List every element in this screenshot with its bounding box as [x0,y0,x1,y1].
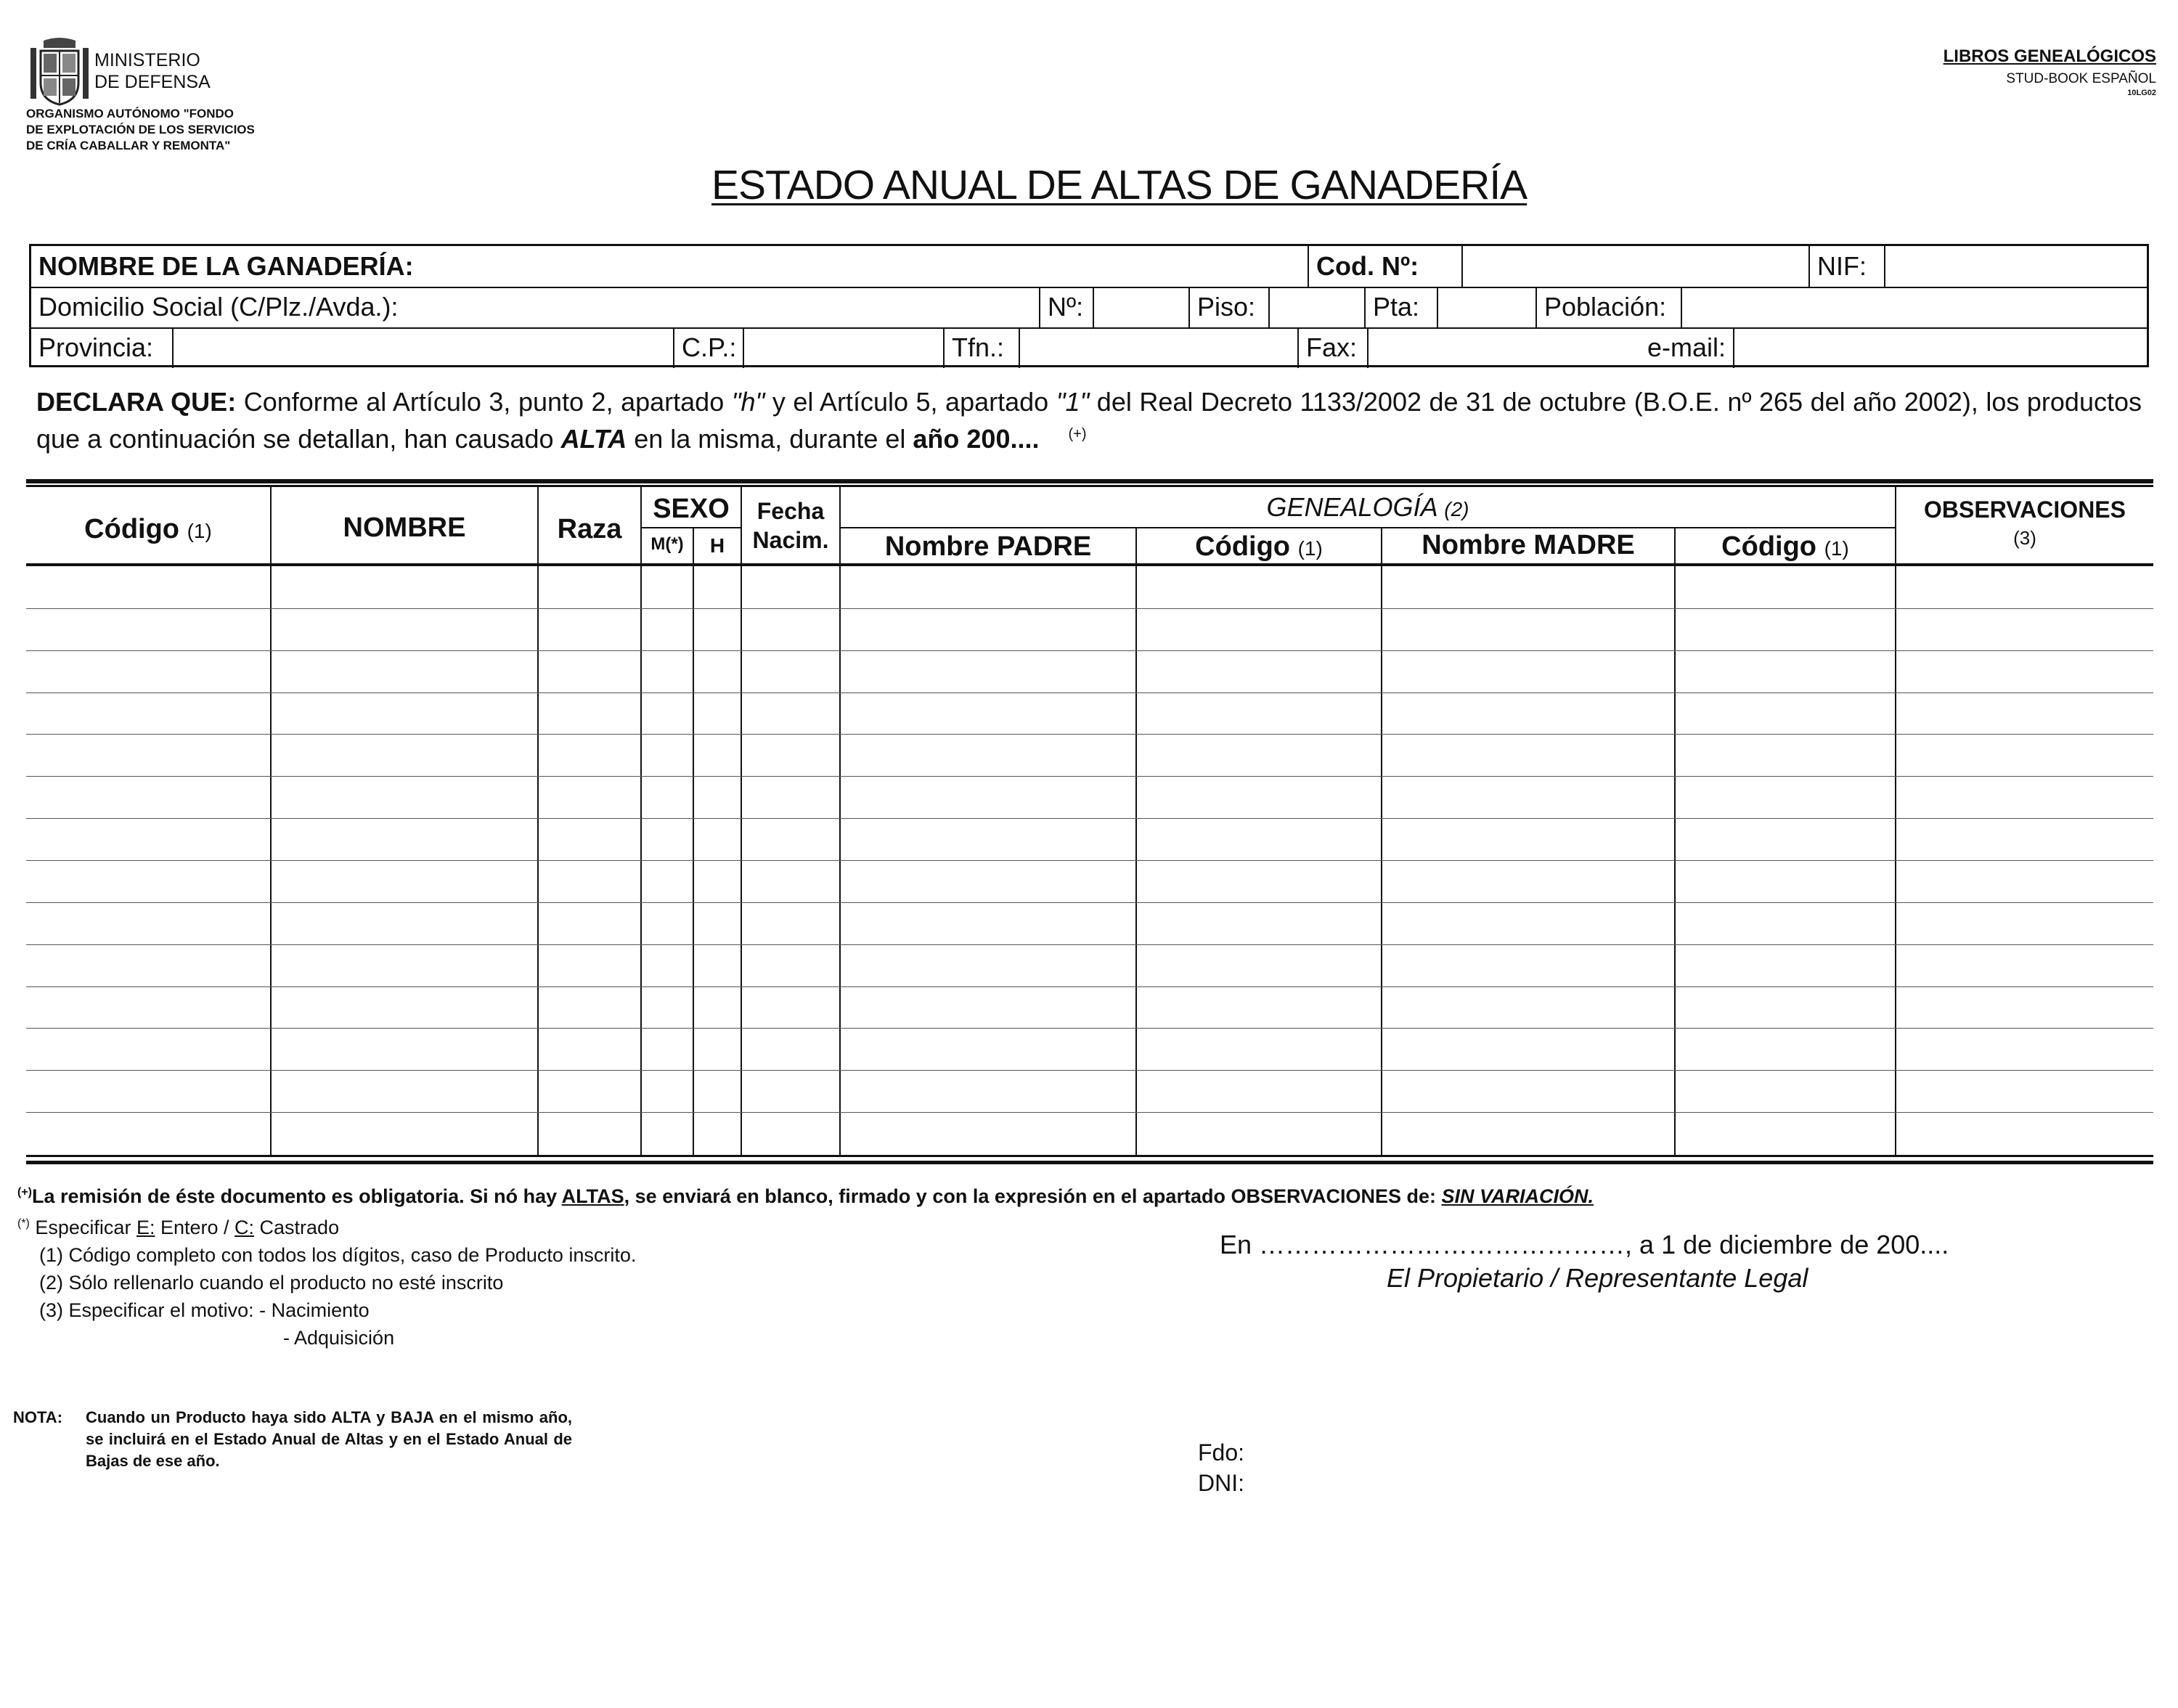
owner-signature-label: El Propietario / Representante Legal [1387,1263,1808,1293]
ministerio-line1: MINISTERIO [94,50,200,70]
cod-no-label: Cod. Nº: [1309,246,1463,287]
info-row-3 [31,327,2147,368]
declara-t1: Conforme al Artículo 3, punto 2, apartado [236,387,732,417]
col-divider [270,487,272,1155]
header-nombre: NOMBRE [343,512,466,543]
note-obligatoria [17,1179,1594,1210]
provincia-field[interactable] [174,327,674,368]
header-codigo-padre [1137,531,1381,563]
entero-text: Entero / [155,1217,235,1238]
table-row-line [26,1070,2153,1071]
cp-field[interactable] [744,327,945,368]
numero-field[interactable] [1094,287,1190,327]
table-row-line [26,1028,2153,1029]
table-row-line [26,902,2153,903]
table-row-line [26,650,2153,651]
table-bottom-rule-2 [26,1155,2153,1157]
header-sexo-m: M(*) [650,534,684,554]
ministry-name [94,49,211,93]
pta-field[interactable] [1438,287,1537,327]
table-top-rule [26,479,2153,483]
libros-genealogicos: LIBROS GENEALÓGICOS [1943,46,2156,66]
sexo-subrule [640,527,741,528]
fax-field[interactable] [1369,327,1640,368]
organismo-line3: DE CRÍA CABALLAR Y REMONTA" [26,139,231,152]
poblacion-label: Población: [1537,287,1682,327]
codigo-label: Código [84,514,180,544]
place-date-line: En ……………………………………, a 1 de diciembre de 200.... [1220,1230,1949,1259]
c-code: C: [234,1217,255,1238]
domicilio-label: Domicilio Social (C/Plz./Avda.): [38,292,399,322]
genealogia-subrule [839,527,1895,528]
note-2: (2) Sólo rellenarlo cuando el producto no esté inscrito [39,1272,504,1294]
header-codigo-madre [1676,531,1895,563]
email-field[interactable] [1734,327,2147,368]
header-nacim: Nacim. [752,527,829,553]
poblacion-field[interactable] [1682,287,2147,327]
header-observaciones-ref: (3) [2013,527,2036,549]
declara-t3: del Real Decreto 1133/2002 de 31 de octubre (B.O.E. nº 265 del año 2002), los productos que a continuación se detallan, han causado [36,387,2142,454]
numero-label: Nº: [1040,287,1094,327]
codigo-padre-ref: (1) [1297,537,1323,560]
genealogia-label: GENEALOGÍA [1266,492,1437,522]
sin-variacion: SIN VARIACIÓN. [1441,1185,1594,1207]
table-row-line [26,692,2153,693]
header-fecha: Fecha [756,498,825,524]
domicilio-field[interactable] [423,287,1040,327]
table-row-line [26,1112,2153,1113]
castrado-text: Castrado [254,1217,340,1238]
tfn-label: Tfn.: [945,327,1020,368]
ganaderia-info-box [29,244,2149,367]
piso-label: Piso: [1190,287,1270,327]
header-raza: Raza [557,514,622,544]
organismo-line2: DE EXPLOTACIÓN DE LOS SERVICIOS [26,123,255,136]
studbook-label: STUD-BOOK ESPAÑOL [2006,71,2156,86]
declara-h: "h" [731,387,765,417]
header-nombre-padre: Nombre PADRE [884,531,1092,562]
plus-mark: (+) [17,1186,32,1198]
declara-mark: (+) [1068,426,1087,442]
declara-lead: DECLARA QUE: [36,387,237,417]
declara-one: "1" [1056,387,1090,417]
declara-t4: en la misma, durante el [627,424,913,454]
especificar-text: Especificar [29,1217,136,1238]
col-divider [741,487,742,1155]
note-3: (3) Especificar el motivo: - Nacimiento [39,1299,370,1321]
signature-fields [1198,1437,1244,1498]
header-codigo [26,514,270,545]
fdo-label: Fdo: [1198,1439,1245,1466]
coat-of-arms-icon [29,38,90,107]
table-row-line [26,734,2153,735]
email-label: e-mail: [1640,327,1734,368]
table-header-rule [26,563,2153,566]
nota-label: NOTA: [13,1408,63,1426]
ministerio-line2: DE DEFENSA [94,72,211,92]
star-mark: (*) [17,1217,30,1230]
nota-block [13,1407,572,1472]
col-divider [640,487,642,1155]
header-sexo: SEXO [653,494,730,524]
table-top-rule-2 [26,485,2153,487]
page-title: ESTADO ANUAL DE ALTAS DE GANADERÍA [711,162,1528,208]
nif-field[interactable] [1885,246,2147,287]
piso-field[interactable] [1270,287,1366,327]
col-divider [1674,527,1676,1155]
pta-label: Pta: [1366,287,1438,327]
info-row-2 [31,287,2147,329]
codigo-madre-ref: (1) [1824,537,1849,560]
declara-year: año 200.... [913,424,1040,454]
form-code: 10LG02 [2127,89,2156,97]
nombre-ganaderia-field[interactable] [438,246,1309,287]
e-code: E: [136,1217,155,1238]
organismo-line1: ORGANISMO AUTÓNOMO "FONDO [26,107,234,120]
libros-block [1944,46,2156,97]
declaration-text [36,386,2142,455]
note-1: (1) Código completo con todos los dígitos, caso de Producto inscrito. [39,1244,637,1266]
genealogia-ref: (2) [1444,498,1469,520]
obligatoria-text-1: La remisión de éste documento es obligatoria. Si nó hay [32,1185,562,1207]
col-divider [1895,487,1896,1155]
cod-no-field[interactable] [1463,246,1810,287]
table-row-line [26,944,2153,945]
organismo-name [26,106,255,154]
nif-label: NIF: [1810,246,1885,287]
table-row-line [26,818,2153,819]
col-divider [1381,527,1382,1155]
header-nombre-madre: Nombre MADRE [1422,530,1635,560]
table-row-line [26,860,2153,861]
provincia-label: Provincia: [31,327,174,368]
col-divider [537,487,539,1155]
col-divider [839,487,841,1155]
header-genealogia [841,492,1895,523]
obligatoria-text-2: , se enviará en blanco, firmado y con la expresión en el apartado OBSERVACIONES de: [624,1185,1442,1207]
table-bottom-rule [26,1161,2153,1164]
altas-table [26,479,2153,1164]
info-row-1 [31,246,2147,288]
nota-text: Cuando un Producto haya sido ALTA y BAJA en el mismo año, se incluirá en el Estado Anual de Altas y en el Estado Anual de Bajas de ese año. [86,1408,572,1470]
col-divider [1135,527,1137,1155]
declara-t2: y el Artículo 5, apartado [764,387,1056,417]
table-row-line [26,986,2153,987]
nombre-ganaderia-label: NOMBRE DE LA GANADERÍA: [38,251,414,281]
codigo-madre-label: Código [1721,531,1817,562]
header-observaciones: OBSERVACIONES [1924,497,2126,523]
codigo-ref: (1) [187,520,212,542]
codigo-padre-label: Código [1195,531,1291,562]
header-sexo-h: H [709,534,725,557]
footnotes [17,1179,1594,1352]
table-row-line [26,776,2153,777]
note-3b: - Adquisición [283,1327,395,1349]
tfn-field[interactable] [1020,327,1299,368]
col-divider [693,527,694,1155]
fax-label: Fax: [1299,327,1369,368]
table-row-line [26,608,2153,609]
dni-label: DNI: [1198,1470,1244,1496]
cp-label: C.P.: [674,327,744,368]
altas-word: ALTAS [561,1185,624,1207]
declara-alta: ALTA [560,424,627,454]
